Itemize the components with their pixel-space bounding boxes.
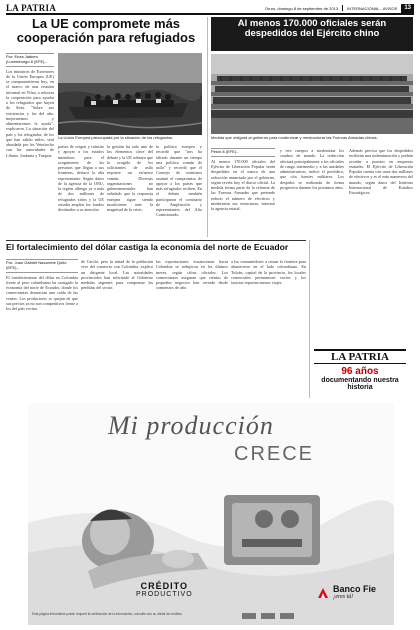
china-col-3 — [349, 148, 413, 240]
page-number: 13 — [401, 4, 414, 13]
ad-brand: Banco Fie — [333, 584, 377, 594]
refugee-col-3 — [107, 144, 153, 238]
refugee-text-1: Los ministros de Exteriores de la Unión Europea (UE) se comprometieron hoy, en el marco de una reunión informal en Vilna, a reforzar la cooperación para ayudar a los refugiados que huyen de Siria. "Sobre sus existencias y las del año, mejoraremos y alimentaremos la ayuda", explicaron. La situación del país y los refugiados, de los que han salido miles, será abordada por los Veintiocho con las autoridades de Líbano, Jordania y Turquía. — [6, 68, 54, 158]
china-soldiers-photo — [211, 54, 413, 134]
refugee-text-4: la política europea y recordó que "nos ha faltado durante un tiempo una política común de asilo" y recordó que el Consejo de ministros asumió el compromiso de apoyar a los países que más refugiados reciben. En el debate también participaron el comisario de Ampliación y representantes del Alto Comisionado. — [156, 144, 202, 218]
seal-logo-3 — [280, 613, 294, 619]
dollar-headline: El fortalecimiento del dólar castiga la economía del norte de Ecuador — [6, 243, 289, 252]
column-divider-2 — [309, 240, 310, 398]
section-label: INTERNACIONAL - AVISOS — [347, 5, 398, 11]
china-text-3: Además precisa que los despedidos recibirán una indemnización y podrán acceder a puestos en empresas estatales. El Ejército de Liberación Popular cuenta con unos dos millones de efectivos y es el más numeroso del mundo, según datos del Instituto Internacional de Estudios Estratégicos. — [349, 148, 413, 195]
dollar-col-1 — [6, 259, 78, 399]
ad-product — [136, 581, 193, 598]
china-text-2: y tres cuerpos a modernizar los cuadros de mando. La reducción afectará principalmente a los oficiales de rango intermedio y a las unidades administrativas, indicó el periódico, que cita fuentes militares. Los despidos se realizarán de forma progresiva durante los próximos años. — [280, 148, 344, 190]
china-headline: Al menos 170.000 oficiales serán despedidos del Ejército chino — [237, 18, 387, 39]
ad-seals — [242, 613, 294, 619]
ad-slogan: ¡eres tú! — [333, 594, 354, 600]
refugee-headline: La UE compromete más cooperación para refugiados — [16, 17, 196, 45]
dateline: Oruro, domingo 8 de septiembre de 2013 — [264, 5, 339, 11]
refugee-text-2: países de origen y tránsito y apoyar a los estados miembros para el acogimiento de las personas que llegan a sus fronteras, destacó la alta representante. Según datos de la agencia de la ONU, la región alberga ya a más de dos millones de refugiados sirios y la UE estudia ampliar los fondos destinados a su atención. — [58, 144, 104, 212]
china-byline: Pekín 8 (EFE).- — [211, 148, 275, 157]
refugee-byline: Por: Enza Jabben (Luxemburgo 8 (EFE).- — [6, 53, 54, 67]
ad-brand-logo[interactable] — [316, 585, 376, 600]
header-info — [265, 4, 414, 13]
seal-logo-1 — [242, 613, 256, 619]
china-col-1 — [211, 148, 275, 240]
dollar-text-2: de Carchi, pero la mitad de la población vive del comercio con Colombia, explicó un dirigente local. Las autoridades provinciales han solicitado al Gobierno medidas urgentes para compensar las pérdidas del sector. — [81, 259, 153, 291]
refugee-col-4 — [156, 144, 202, 238]
refugee-headline-box — [6, 17, 206, 51]
ad-product-sub: PRODUCTIVO — [136, 591, 193, 598]
promo-box — [314, 349, 406, 396]
ad-headline-right: CRECE — [234, 443, 315, 465]
ad-fine-print: Esta página informativa puede requerir la verificación de la información, consulte con su oficial de créditos. — [32, 612, 183, 616]
china-text-1: Al menos 170.000 oficiales del Ejército de Liberación Popular serán despedidos en el marco de una reducción anunciada por el gobierno, según revela hoy el diario oficial. La medida forma parte de la reforma de las Fuerzas Armadas que pretende reducir el número de efectivos y modernizar sus estructuras, informó la agencia estatal. — [211, 158, 275, 212]
seal-logo-2 — [261, 613, 275, 619]
page-header — [6, 3, 414, 15]
china-headline-box — [211, 17, 413, 51]
story-rule — [6, 240, 306, 241]
dollar-headline-box — [6, 243, 306, 257]
dollar-text-1: El fortalecimiento del dólar en Colombia frente al peso colombiano ha castigado la economía del norte de Ecuador, donde los comerciantes denuncian una caída de las ventas. Los productores se quejan de que sus precios ya no son competitivos frente a los del país vecino. — [6, 274, 78, 312]
promo-years: 96 años — [341, 366, 379, 377]
refugee-boat-photo — [58, 53, 202, 135]
china-caption: Medida que obligará al gobierno para modernizar y reestructurar las Fuerzas Armadas chinas. — [211, 136, 378, 140]
promo-name: LA PATRIA — [314, 349, 406, 364]
column-divider — [207, 17, 208, 237]
dollar-col-2 — [81, 259, 153, 399]
dollar-byline: Por: Juan Gabriel Navarrete Quito (EFE).- — [6, 259, 78, 273]
dollar-col-3 — [156, 259, 228, 399]
refugee-col-2 — [58, 144, 104, 238]
bank-logo-icon — [316, 586, 330, 600]
ad-headline-left: Mi producción — [108, 411, 274, 440]
refugee-text-3: la gestión ha sido uno de los elementos clave del debate y la UE subraya que la acogida de los solicitantes de asilo requiere un esfuerzo común. Diversas organizaciones no gubernamentales han señalado que la respuesta europea sigue siendo insuficiente ante la magnitud de la crisis. — [107, 144, 153, 212]
ad-product-name: CRÉDITO — [140, 581, 188, 591]
masthead: LA PATRIA — [6, 3, 57, 13]
refugee-caption: La Unión Europea preocupada por la situación de los refugiados. — [58, 136, 174, 140]
bank-advertisement[interactable] — [28, 403, 394, 625]
promo-tagline: documentando nuestra historia — [321, 377, 399, 391]
dollar-text-3: las exportaciones ecuatorianas hacia Colombia se redujeron en los últimos meses, según cifras oficiales. Los comerciantes aseguran que cientos de pequeños negocios han cerrado desde comienzos de año. — [156, 259, 228, 291]
china-col-2 — [280, 148, 344, 240]
dollar-col-4 — [231, 259, 306, 399]
dollar-text-4: a los consumidores a cruzar la frontera para abastecerse en el lado colombiano. En Tulcán, capital de la provincia, los locales comerciales permanecen vacíos y los taxistas reportan menos viajes. — [231, 259, 306, 285]
refugee-col-1 — [6, 53, 54, 238]
